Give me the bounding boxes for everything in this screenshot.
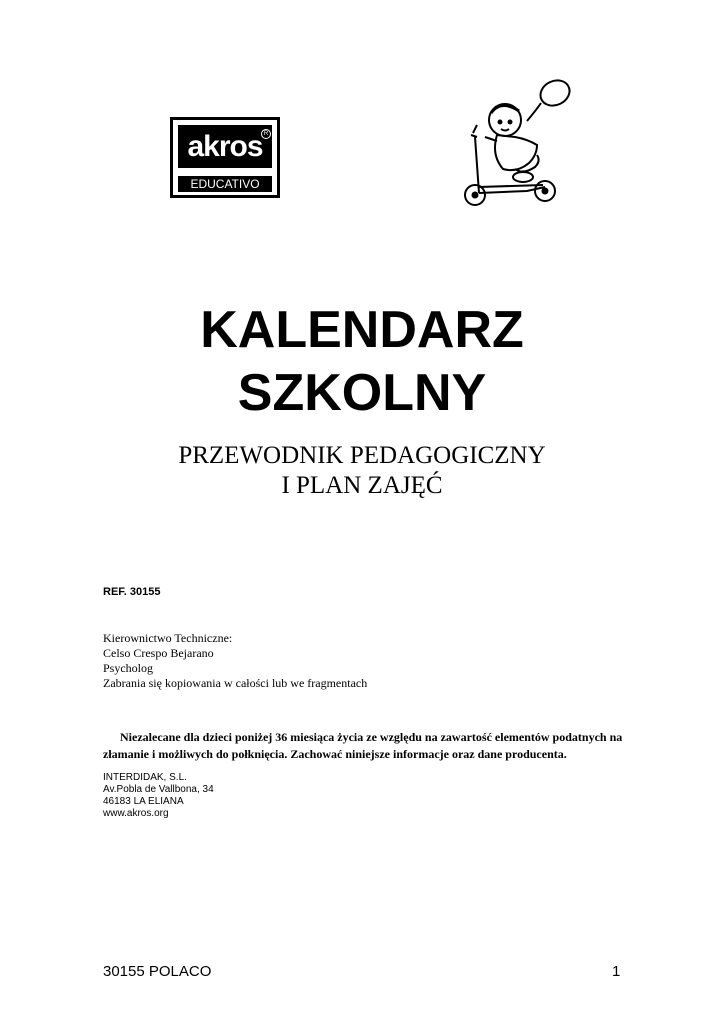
page-number: 1: [612, 963, 621, 980]
safety-warning: Niezalecane dla dzieci poniżej 36 miesiąca życia ze względu na zawartość elementów podatnych na złamanie i możliwych do połknięcia. Zachować niniejsze informacje oraz dane producenta.: [103, 730, 623, 761]
footer-product-code: 30155 POLACO: [103, 963, 212, 980]
title-line-2: SZKOLNY: [237, 364, 487, 422]
reference-number: REF. 30155: [103, 586, 161, 598]
company-website: www.akros.org: [103, 808, 169, 819]
company-line: Av.Pobla de Vallbona, 34: [103, 784, 214, 795]
child-scooter-illustration: [455, 75, 585, 210]
company-line: 46183 LA ELIANA: [103, 796, 184, 807]
logo-brand-text: akros: [187, 129, 263, 163]
title-line-1: KALENDARZ: [200, 301, 524, 359]
subtitle-line-2: I PLAN ZAJĘĆ: [281, 472, 443, 499]
company-address: [103, 772, 214, 820]
credits-block: [103, 631, 367, 691]
logo-division-text: EDUCATIVO: [178, 176, 272, 192]
registered-mark: R: [261, 129, 271, 139]
credits-line: Zabrania się kopiowania w całości lub we fragmentach: [103, 676, 368, 690]
credits-line: Celso Crespo Bejarano: [103, 646, 214, 660]
company-line: INTERDIDAK, S.L.: [103, 772, 187, 783]
credits-line: Psycholog: [103, 661, 154, 675]
akros-logo: [170, 117, 280, 198]
credits-line: Kierownictwo Techniczne:: [103, 631, 233, 645]
subtitle-line-1: PRZEWODNIK PEDAGOGICZNY: [178, 442, 546, 469]
logo-wordmark-box: [178, 125, 272, 168]
